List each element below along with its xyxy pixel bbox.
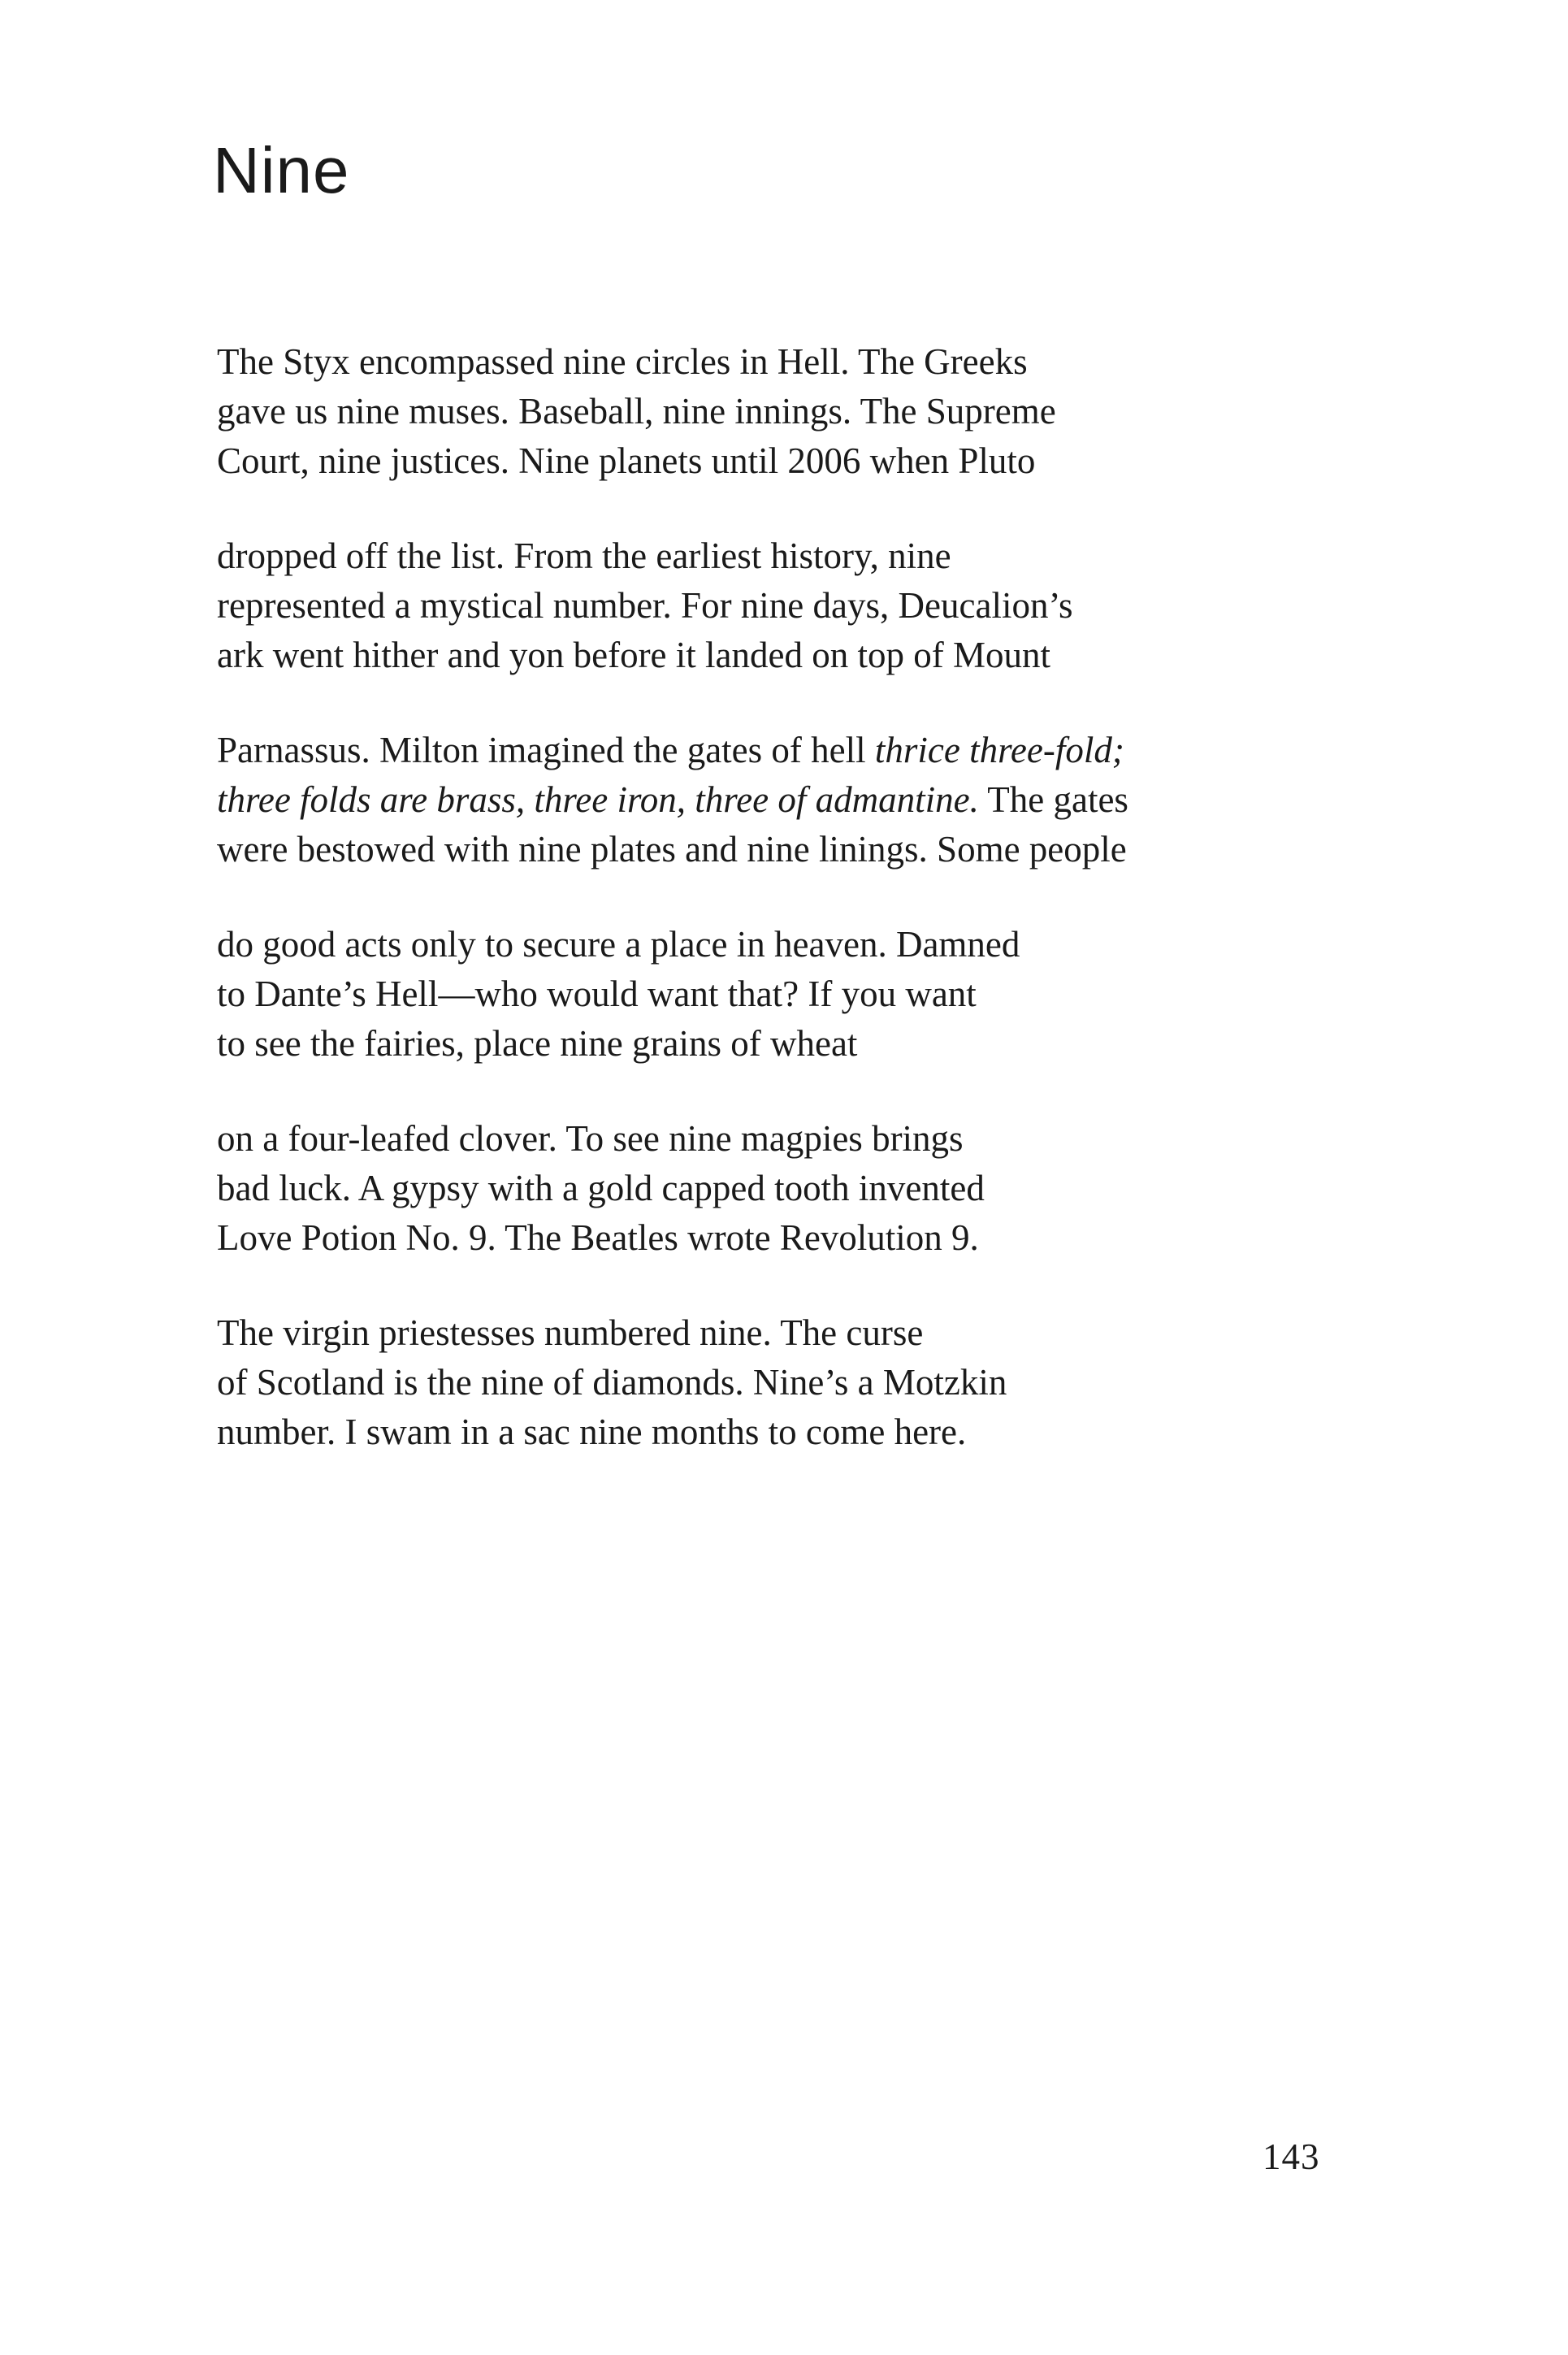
poem-line: ark went hither and yon before it landed on top of Mount bbox=[217, 635, 1050, 675]
poem-line: The virgin priestesses numbered nine. The curse bbox=[217, 1312, 924, 1353]
poem-line: Court, nine justices. Nine planets until 2006 when Pluto bbox=[217, 440, 1036, 481]
poem-quote: thrice three-fold; bbox=[874, 730, 1124, 770]
poem-title: Nine bbox=[213, 134, 350, 206]
poem-line: of Scotland is the nine of diamonds. Nine’s a Motzkin bbox=[217, 1362, 1007, 1403]
poem-line: Love Potion No. 9. The Beatles wrote Revolution 9. bbox=[217, 1217, 979, 1258]
poem-line: gave us nine muses. Baseball, nine innings. The Supreme bbox=[217, 391, 1056, 432]
poem-line: on a four-leafed clover. To see nine magpies brings bbox=[217, 1118, 964, 1159]
poem-text: Parnassus. Milton imagined the gates of hell bbox=[217, 730, 875, 770]
poem-line: were bestowed with nine plates and nine linings. Some people bbox=[217, 829, 1127, 870]
poem-body bbox=[217, 337, 1436, 1503]
poem-line: dropped off the list. From the earliest history, nine bbox=[217, 536, 951, 576]
poem-line: do good acts only to secure a place in heaven. Damned bbox=[217, 924, 1020, 965]
stanza-2 bbox=[217, 531, 1436, 680]
poem-line: to Dante’s Hell—who would want that? If you want bbox=[217, 974, 977, 1014]
stanza-3 bbox=[217, 726, 1436, 874]
poem-line: to see the fairies, place nine grains of wheat bbox=[217, 1023, 858, 1064]
page-number: 143 bbox=[1263, 2136, 1320, 2177]
poem-line bbox=[217, 775, 1436, 825]
poem-line: number. I swam in a sac nine months to come here. bbox=[217, 1412, 967, 1452]
poem-line bbox=[217, 726, 1436, 775]
poem-text: The gates bbox=[978, 779, 1128, 820]
stanza-1 bbox=[217, 337, 1436, 486]
poem-line: The Styx encompassed nine circles in Hell. The Greeks bbox=[217, 341, 1028, 382]
stanza-5 bbox=[217, 1114, 1436, 1263]
stanza-4 bbox=[217, 920, 1436, 1069]
poem-quote: three folds are brass, three iron, three of admantine. bbox=[217, 779, 979, 820]
poem-line: represented a mystical number. For nine days, Deucalion’s bbox=[217, 585, 1073, 626]
stanza-6 bbox=[217, 1308, 1436, 1457]
poem-line: bad luck. A gypsy with a gold capped tooth invented bbox=[217, 1168, 985, 1208]
